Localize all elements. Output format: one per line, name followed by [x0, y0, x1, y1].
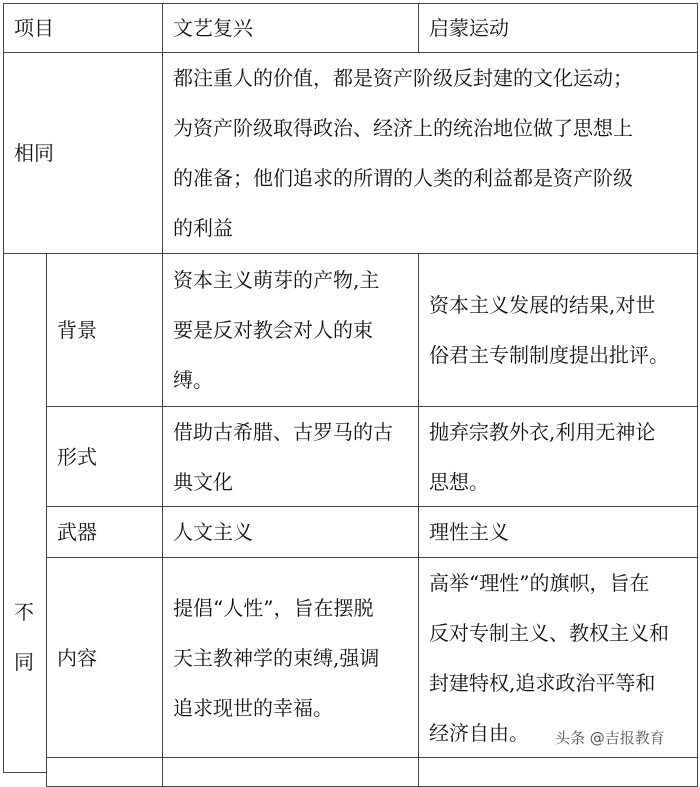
diff-text: 高举“理性”的旗帜，旨在	[429, 570, 650, 595]
header-item: 项目	[14, 16, 54, 40]
diff-renaissance-cell	[162, 557, 419, 758]
diff-label-cell	[46, 406, 163, 507]
diff-text: 借助古希腊、古罗马的古	[173, 419, 393, 444]
diff-text: 提倡“人性”，旨在摆脱	[173, 595, 374, 620]
watermark: 头条 @吉报教育	[555, 729, 665, 747]
header-enlightenment-cell	[418, 3, 698, 53]
header-renaissance-cell	[162, 3, 419, 53]
diff-text: 追求现世的幸福。	[173, 695, 333, 720]
different-label-char: 不	[14, 600, 34, 624]
diff-renaissance-cell	[162, 406, 419, 507]
diff-text: 封建特权,追求政治平等和	[429, 670, 656, 695]
diff-text: 反对专制主义、教权主义和	[429, 620, 669, 645]
same-line: 为资产阶级取得政治、经济上的统治地位做了思想上	[173, 116, 633, 140]
diff-label-cell	[46, 506, 163, 558]
diff-renaissance-cell	[162, 506, 419, 558]
diff-text: 典文化	[173, 469, 233, 494]
same-label-cell	[3, 52, 163, 254]
diff-enlightenment-cell	[418, 506, 698, 558]
cutoff-cell	[162, 757, 419, 787]
diff-label-cell	[46, 253, 163, 407]
header-item-cell	[3, 3, 163, 53]
diff-text: 俗君主专制制度提出批评。	[429, 343, 669, 367]
diff-label-cell	[46, 557, 163, 758]
diff-enlightenment-cell	[418, 406, 698, 507]
diff-renaissance-cell	[162, 253, 419, 407]
same-line: 的利益	[173, 216, 233, 240]
diff-label: 背景	[57, 318, 97, 342]
diff-text: 资本主义萌芽的产物,主	[173, 268, 380, 292]
diff-label: 内容	[57, 645, 97, 670]
diff-label: 形式	[57, 444, 97, 469]
header-renaissance: 文艺复兴	[173, 16, 253, 40]
diff-text: 抛弃宗教外衣,利用无神论	[429, 419, 656, 444]
cutoff-cell	[418, 757, 698, 787]
diff-text: 要是反对教会对人的束	[173, 318, 373, 342]
cutoff-cell	[46, 757, 163, 787]
same-content-cell	[162, 52, 698, 254]
diff-text: 天主教神学的束缚,强调	[173, 645, 380, 670]
diff-text: 资本主义发展的结果,对世	[429, 293, 656, 317]
diff-text: 思想。	[429, 469, 489, 494]
different-label-char: 同	[14, 650, 34, 674]
diff-enlightenment-cell	[418, 253, 698, 407]
diff-text: 经济自由。	[429, 720, 529, 745]
same-label: 相同	[14, 141, 54, 165]
different-label-cell	[3, 253, 47, 773]
same-line: 都注重人的价值，都是资产阶级反封建的文化运动；	[173, 66, 633, 90]
diff-label: 武器	[57, 520, 97, 544]
diff-text: 人文主义	[173, 520, 253, 544]
same-line: 的准备；他们追求的所谓的人类的利益都是资产阶级	[173, 166, 633, 190]
diff-text: 理性主义	[429, 520, 509, 544]
diff-text: 缚。	[173, 368, 213, 392]
header-enlightenment: 启蒙运动	[429, 16, 509, 40]
